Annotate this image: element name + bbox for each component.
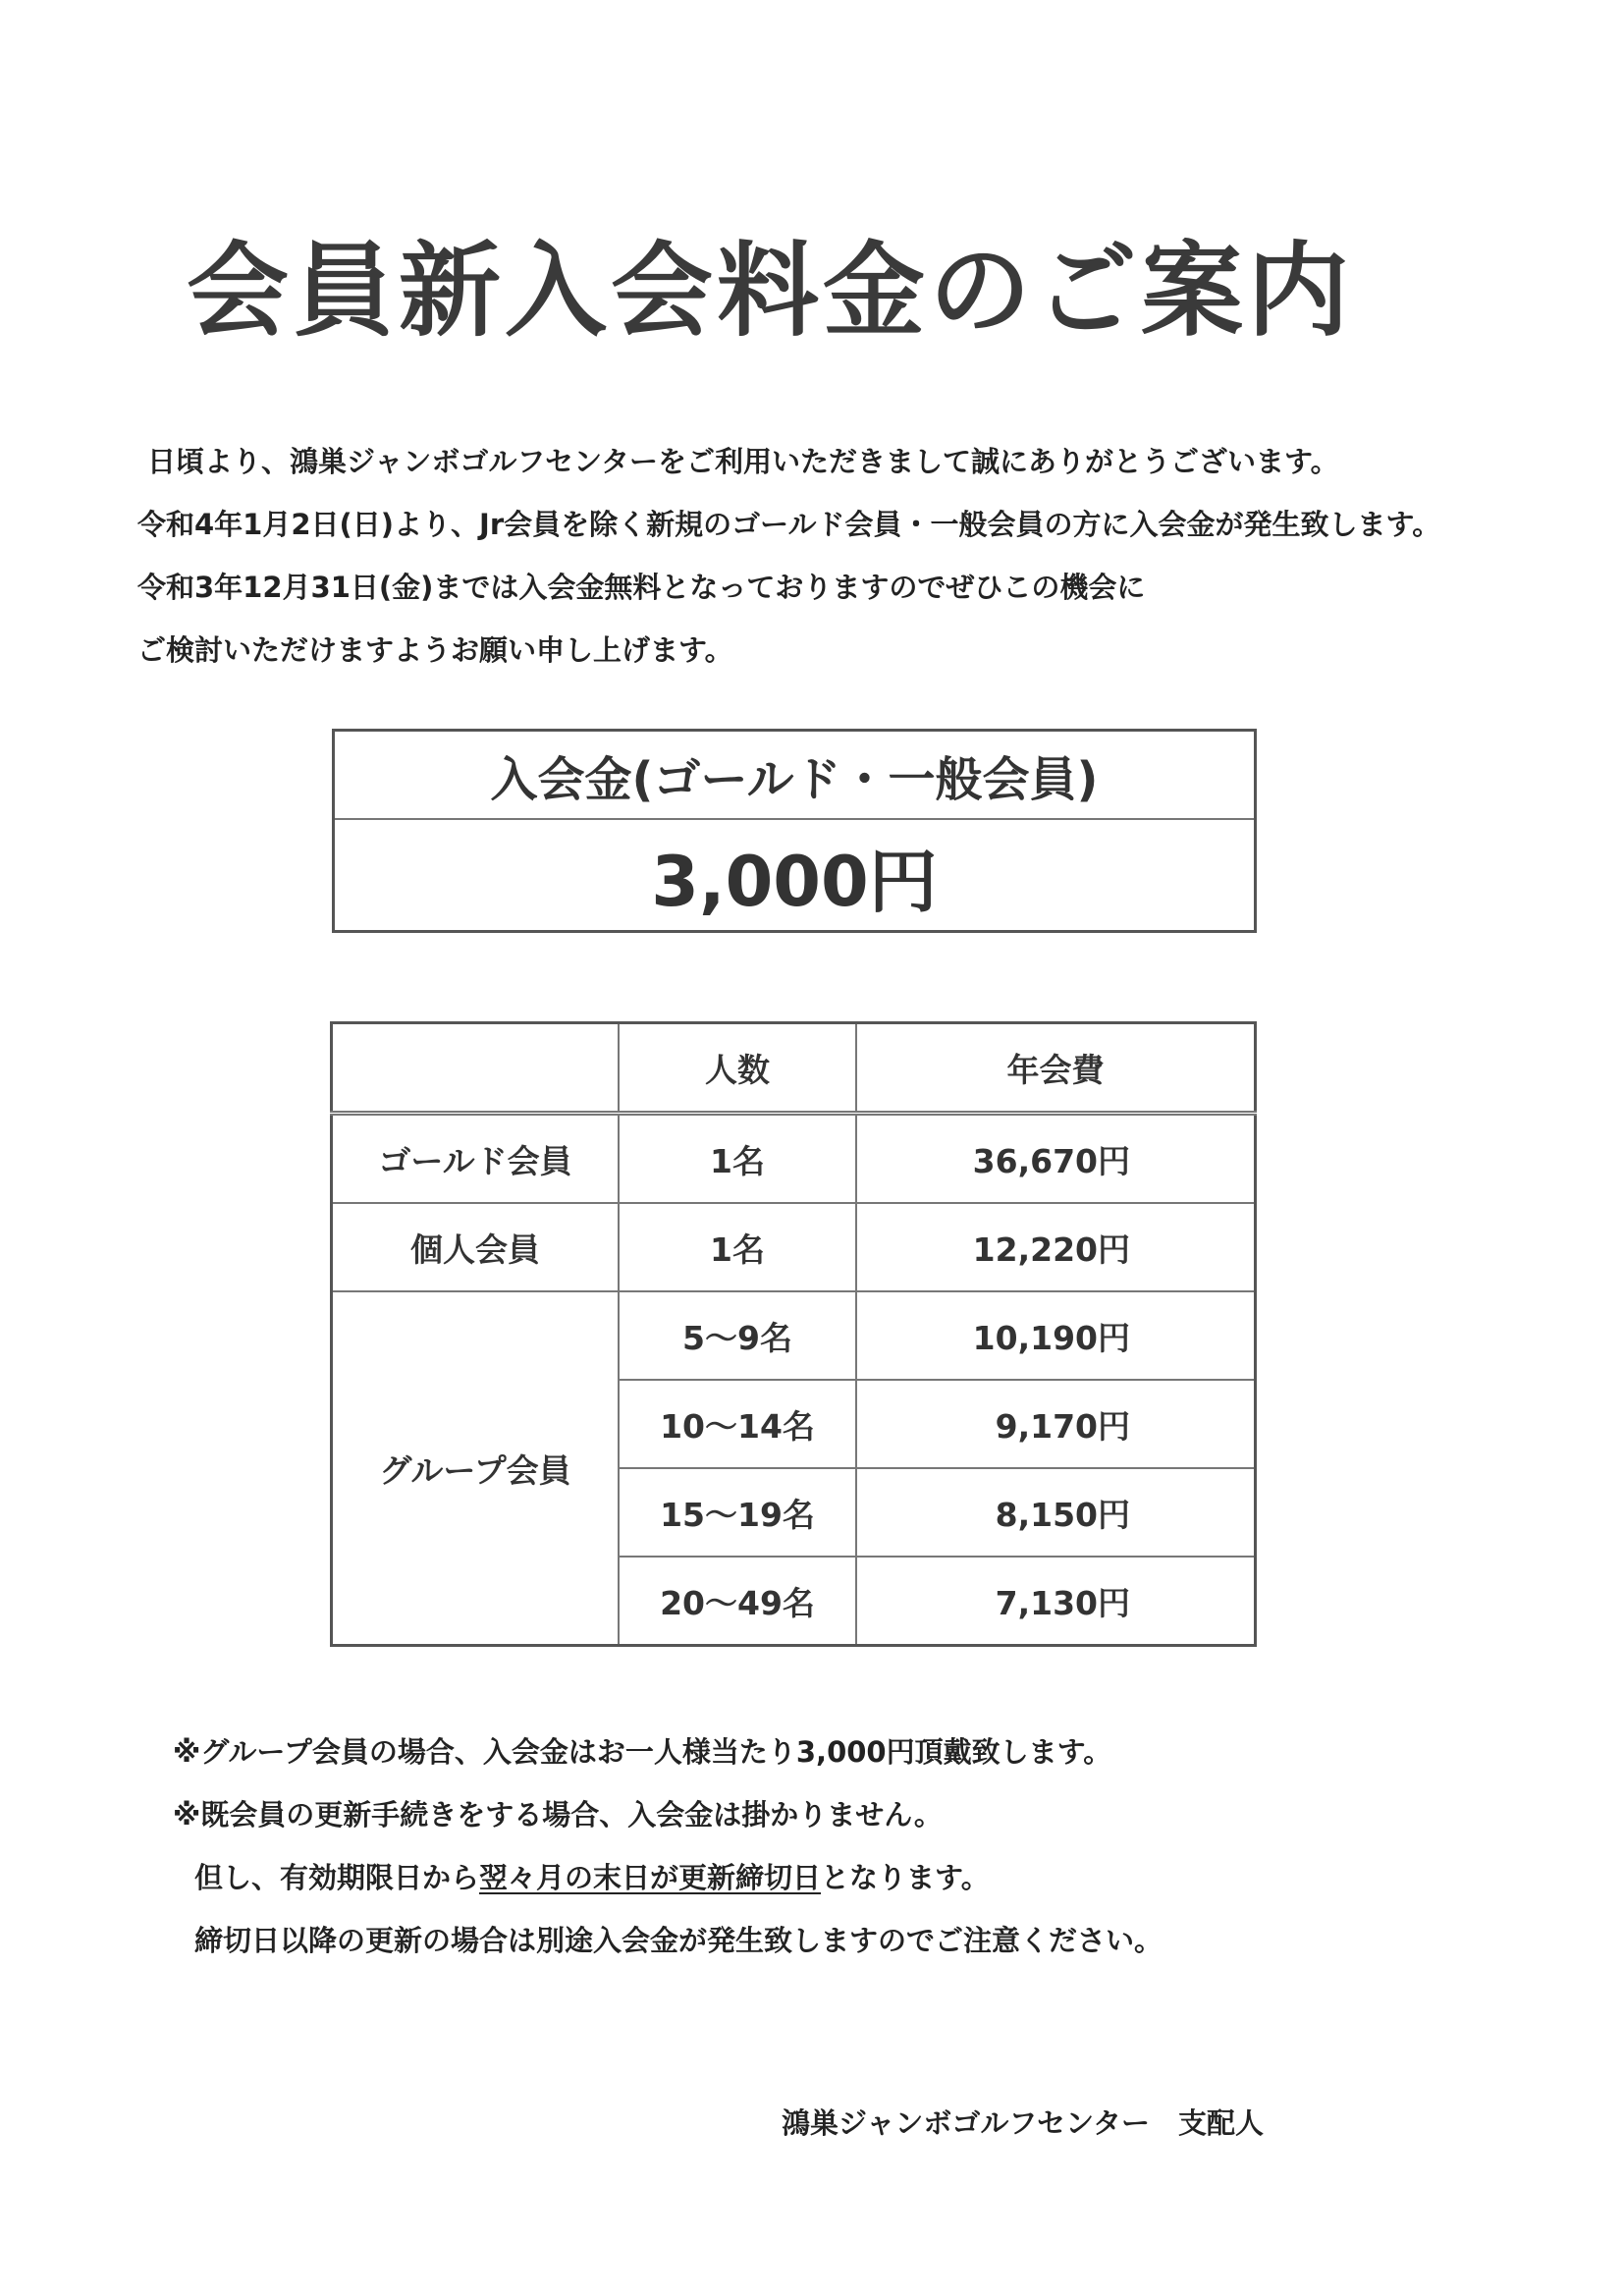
header-empty [332, 1023, 620, 1114]
annual-fee-cell: 8,150円 [856, 1468, 1256, 1557]
intro-line: 令和4年1月2日(日)より、Jr会員を除く新規のゴールド会員・一般会員の方に入会金が発生致します。 [137, 508, 1441, 541]
member-type-cell: ゴールド会員 [332, 1114, 620, 1204]
intro-line: 日頃より、鴻巣ジャンボゴルフセンターをご利用いただきまして誠にありがとうございます。 [147, 445, 1339, 478]
notes-section [173, 1721, 1449, 1972]
note-deadline-pre: 但し、有効期限日から [194, 1861, 480, 1894]
member-count-cell: 1名 [619, 1203, 856, 1291]
table-header-row [332, 1023, 1256, 1114]
annual-fee-cell: 12,220円 [856, 1203, 1256, 1291]
entry-fee-box [332, 729, 1257, 933]
table-row [332, 1114, 1256, 1204]
member-type-cell: グループ会員 [332, 1291, 620, 1646]
member-type-cell: 個人会員 [332, 1203, 620, 1291]
signature: 鴻巣ジャンボゴルフセンター 支配人 [782, 2106, 1264, 2140]
table-row [332, 1291, 1256, 1380]
intro-line: ご検討いただけますようお願い申し上げます。 [137, 633, 733, 667]
annual-fee-cell: 10,190円 [856, 1291, 1256, 1380]
member-count-cell: 10～14名 [619, 1380, 856, 1468]
note-late-renewal: 締切日以降の更新の場合は別途入会金が発生致しますのでご注意ください。 [194, 1924, 1163, 1957]
annual-fee-cell: 9,170円 [856, 1380, 1256, 1468]
entry-fee-amount: 3,000円 [651, 841, 938, 922]
note-deadline [173, 1846, 1449, 1909]
note-deadline-underlined: 翌々月の末日が更新締切日 [479, 1861, 822, 1894]
note-renewal: ※既会員の更新手続きをする場合、入会金は掛かりません。 [173, 1798, 943, 1831]
intro-line: 令和3年12月31日(金)までは入会金無料となっておりますのでぜひこの機会に [137, 571, 1146, 604]
member-count-cell: 5～9名 [619, 1291, 856, 1380]
page-title: 会員新入会料金のご案内 [187, 231, 1354, 351]
annual-fee-cell: 36,670円 [856, 1114, 1256, 1204]
table-row [332, 1203, 1256, 1291]
intro-paragraph [137, 430, 1532, 682]
header-count: 人数 [619, 1023, 856, 1114]
note-deadline-post: となります。 [821, 1861, 990, 1894]
member-count-cell: 15～19名 [619, 1468, 856, 1557]
annual-fee-cell: 7,130円 [856, 1557, 1256, 1646]
entry-fee-label: 入会金(ゴールド・一般会員) [335, 732, 1254, 820]
annual-fee-table [330, 1021, 1257, 1647]
member-count-cell: 1名 [619, 1114, 856, 1204]
member-count-cell: 20～49名 [619, 1557, 856, 1646]
header-annual-fee: 年会費 [856, 1023, 1256, 1114]
note-group-entry-fee: ※グループ会員の場合、入会金はお一人様当たり3,000円頂戴致します。 [173, 1735, 1112, 1769]
